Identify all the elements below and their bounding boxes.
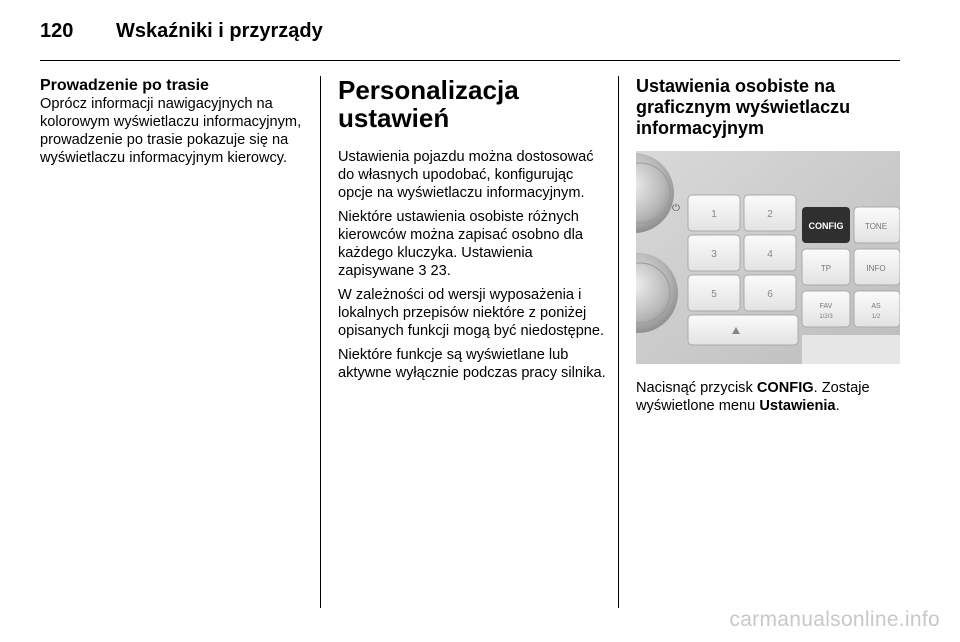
graphic-display-heading-line2: graficznym wyświetlaczu bbox=[636, 97, 851, 117]
svg-text:⏻: ⏻ bbox=[672, 203, 680, 214]
as-key-label: AS bbox=[871, 303, 881, 310]
column-divider-left bbox=[320, 76, 321, 608]
config-instruction bbox=[636, 379, 900, 415]
instruction-text-2: . Zostaje wyświetlone menu bbox=[636, 380, 870, 414]
paragraph-3: W zależności od wersji wyposażenia i lokalnych przepisów niektóre z poniżej opisanych funkcji mogą być niedostępne. bbox=[338, 287, 605, 339]
header-rule bbox=[40, 60, 900, 61]
settings-menu-name: Ustawienia bbox=[759, 398, 836, 414]
fav-key-sub: 1/2/3 bbox=[819, 314, 833, 320]
preset-key-label: 3 bbox=[711, 249, 717, 260]
route-guidance-heading: Prowadzenie po trasie bbox=[40, 77, 209, 94]
config-key-label: CONFIG bbox=[808, 221, 844, 231]
paragraph-2 bbox=[338, 208, 606, 280]
as-key-sub: 1/2 bbox=[871, 314, 881, 320]
control-panel-illustration bbox=[636, 151, 900, 364]
instruction-text-1: Nacisnąć przycisk bbox=[636, 380, 753, 396]
panel-lower-strip bbox=[802, 335, 900, 364]
graphic-display-heading-line3: informacyjnym bbox=[636, 118, 765, 138]
graphic-display-heading bbox=[636, 76, 900, 139]
paragraph-1: Ustawienia pojazdu można dostosować do własnych upodobać, konfigurując opcje na wyświetlaczu informacyjnym. bbox=[338, 149, 594, 201]
personalization-title bbox=[338, 76, 606, 132]
tp-key-label: TP bbox=[820, 264, 832, 273]
column-1 bbox=[40, 76, 302, 173]
preset-key-label: 6 bbox=[767, 289, 773, 300]
paragraph-2-text: Niektóre ustawienia osobiste różnych kierowców można zapisać osobno dla każdego kluczyka. Ustawienia zapisywane bbox=[338, 209, 583, 279]
personalization-title-line2: ustawień bbox=[338, 103, 450, 133]
instruction-text-3: . bbox=[835, 398, 840, 414]
graphic-display-heading-line1: Ustawienia osobiste na bbox=[636, 76, 836, 96]
column-2 bbox=[338, 76, 606, 388]
home-key bbox=[688, 315, 798, 345]
column-divider-right bbox=[618, 76, 619, 608]
section-title: Wskaźniki i przyrządy bbox=[116, 20, 323, 42]
page-reference[interactable]: 23. bbox=[430, 263, 451, 279]
page-number: 120 bbox=[40, 20, 74, 42]
tone-key-label: TONE bbox=[864, 222, 888, 231]
column-3 bbox=[636, 76, 900, 421]
preset-key-label: 1 bbox=[711, 209, 717, 220]
route-guidance-text: Oprócz informacji nawigacyjnych na kolorowym wyświetlaczu informacyjnym, prowadzenie po trasie pokazuje się na wyświetlaczu informacyjnym kierowcy. bbox=[40, 96, 302, 166]
page-reference-icon[interactable]: 3 bbox=[418, 263, 427, 279]
config-button-name: CONFIG bbox=[756, 380, 814, 396]
preset-key-label: 4 bbox=[767, 249, 773, 260]
info-key-label: INFO bbox=[866, 264, 886, 273]
fav-key-label: FAV bbox=[819, 303, 833, 310]
watermark: carmanualsonline.info bbox=[729, 608, 940, 631]
personalization-title-line1: Personalizacja bbox=[338, 75, 519, 105]
preset-key-label: 5 bbox=[711, 289, 717, 300]
paragraph-4: Niektóre funkcje są wyświetlane lub aktywne wyłącznie podczas pracy silnika. bbox=[338, 347, 606, 381]
preset-key-label: 2 bbox=[767, 209, 773, 220]
